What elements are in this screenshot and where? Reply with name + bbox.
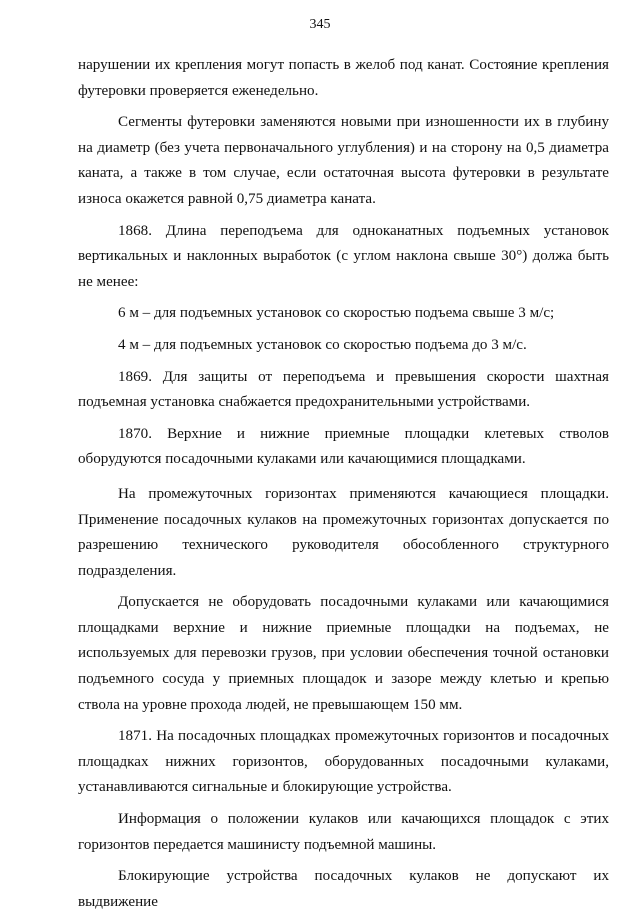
paragraph-7: 1870. Верхние и нижние приемные площадки клетевых стволов оборудуются посадочными кулаками или качающимися площадками.	[78, 425, 609, 468]
paragraph-6: 1869. Для защиты от переподъема и превышения скорости шахтная подъемная установка снабжается предохранительными устройствами.	[78, 368, 609, 411]
paragraph-11: Информация о положении кулаков или качающихся площадок с этих горизонтов передается машинисту подъемной машины.	[78, 811, 609, 853]
paragraph-10: 1871. На посадочных площадках промежуточных горизонтов и посадочных площадках нижних горизонтов, оборудованных посадочными кулаками, устанавливаются сигнальные и блокирующие устройства.	[78, 728, 609, 796]
paragraph-5: 4 м – для подъемных установок со скоростью подъема до 3 м/с.	[118, 336, 527, 353]
paragraph-1: нарушении их крепления могут попасть в желоб под канат. Состояние крепления футеровки проверяется еженедельно.	[78, 57, 609, 99]
paragraph-9: Допускается не оборудовать посадочными кулаками или качающимися площадками верхние и нижние приемные площадки на подъемах, не используемых для перевозки грузов, при условии обеспечения точной остановки подъемного сосуда у приемных площадок и зазоре между клетью и крепью ствола на уровне прохода людей, не превышающем 150 мм.	[78, 594, 609, 713]
paragraph-4: 6 м – для подъемных установок со скоростью подъема свыше 3 м/с;	[118, 305, 555, 322]
paragraph-12: Блокирующие устройства посадочных кулаков не допускают их выдвижение	[78, 868, 609, 910]
paragraph-3: 1868. Длина переподъема для одноканатных подъемных установок вертикальных и наклонных выработок (с углом наклона свыше 30°) должа быть не менее:	[78, 222, 609, 290]
page-number: 345	[309, 17, 331, 32]
document-body	[78, 53, 609, 915]
paragraph-2: Сегменты футеровки заменяются новыми при изношенности их в глубину на диаметр (без учета первоначального углубления) и на сторону на 0,5 диаметра каната, а также в том случае, если остаточная высота футеровки в результате износа окажется равной 0,75 диаметра каната.	[78, 114, 609, 207]
paragraph-8: На промежуточных горизонтах применяются качающиеся площадки. Применение посадочных кулаков на промежуточных горизонтах допускается по разрешению технического руководителя обособленного структурного подразделения.	[78, 485, 609, 579]
